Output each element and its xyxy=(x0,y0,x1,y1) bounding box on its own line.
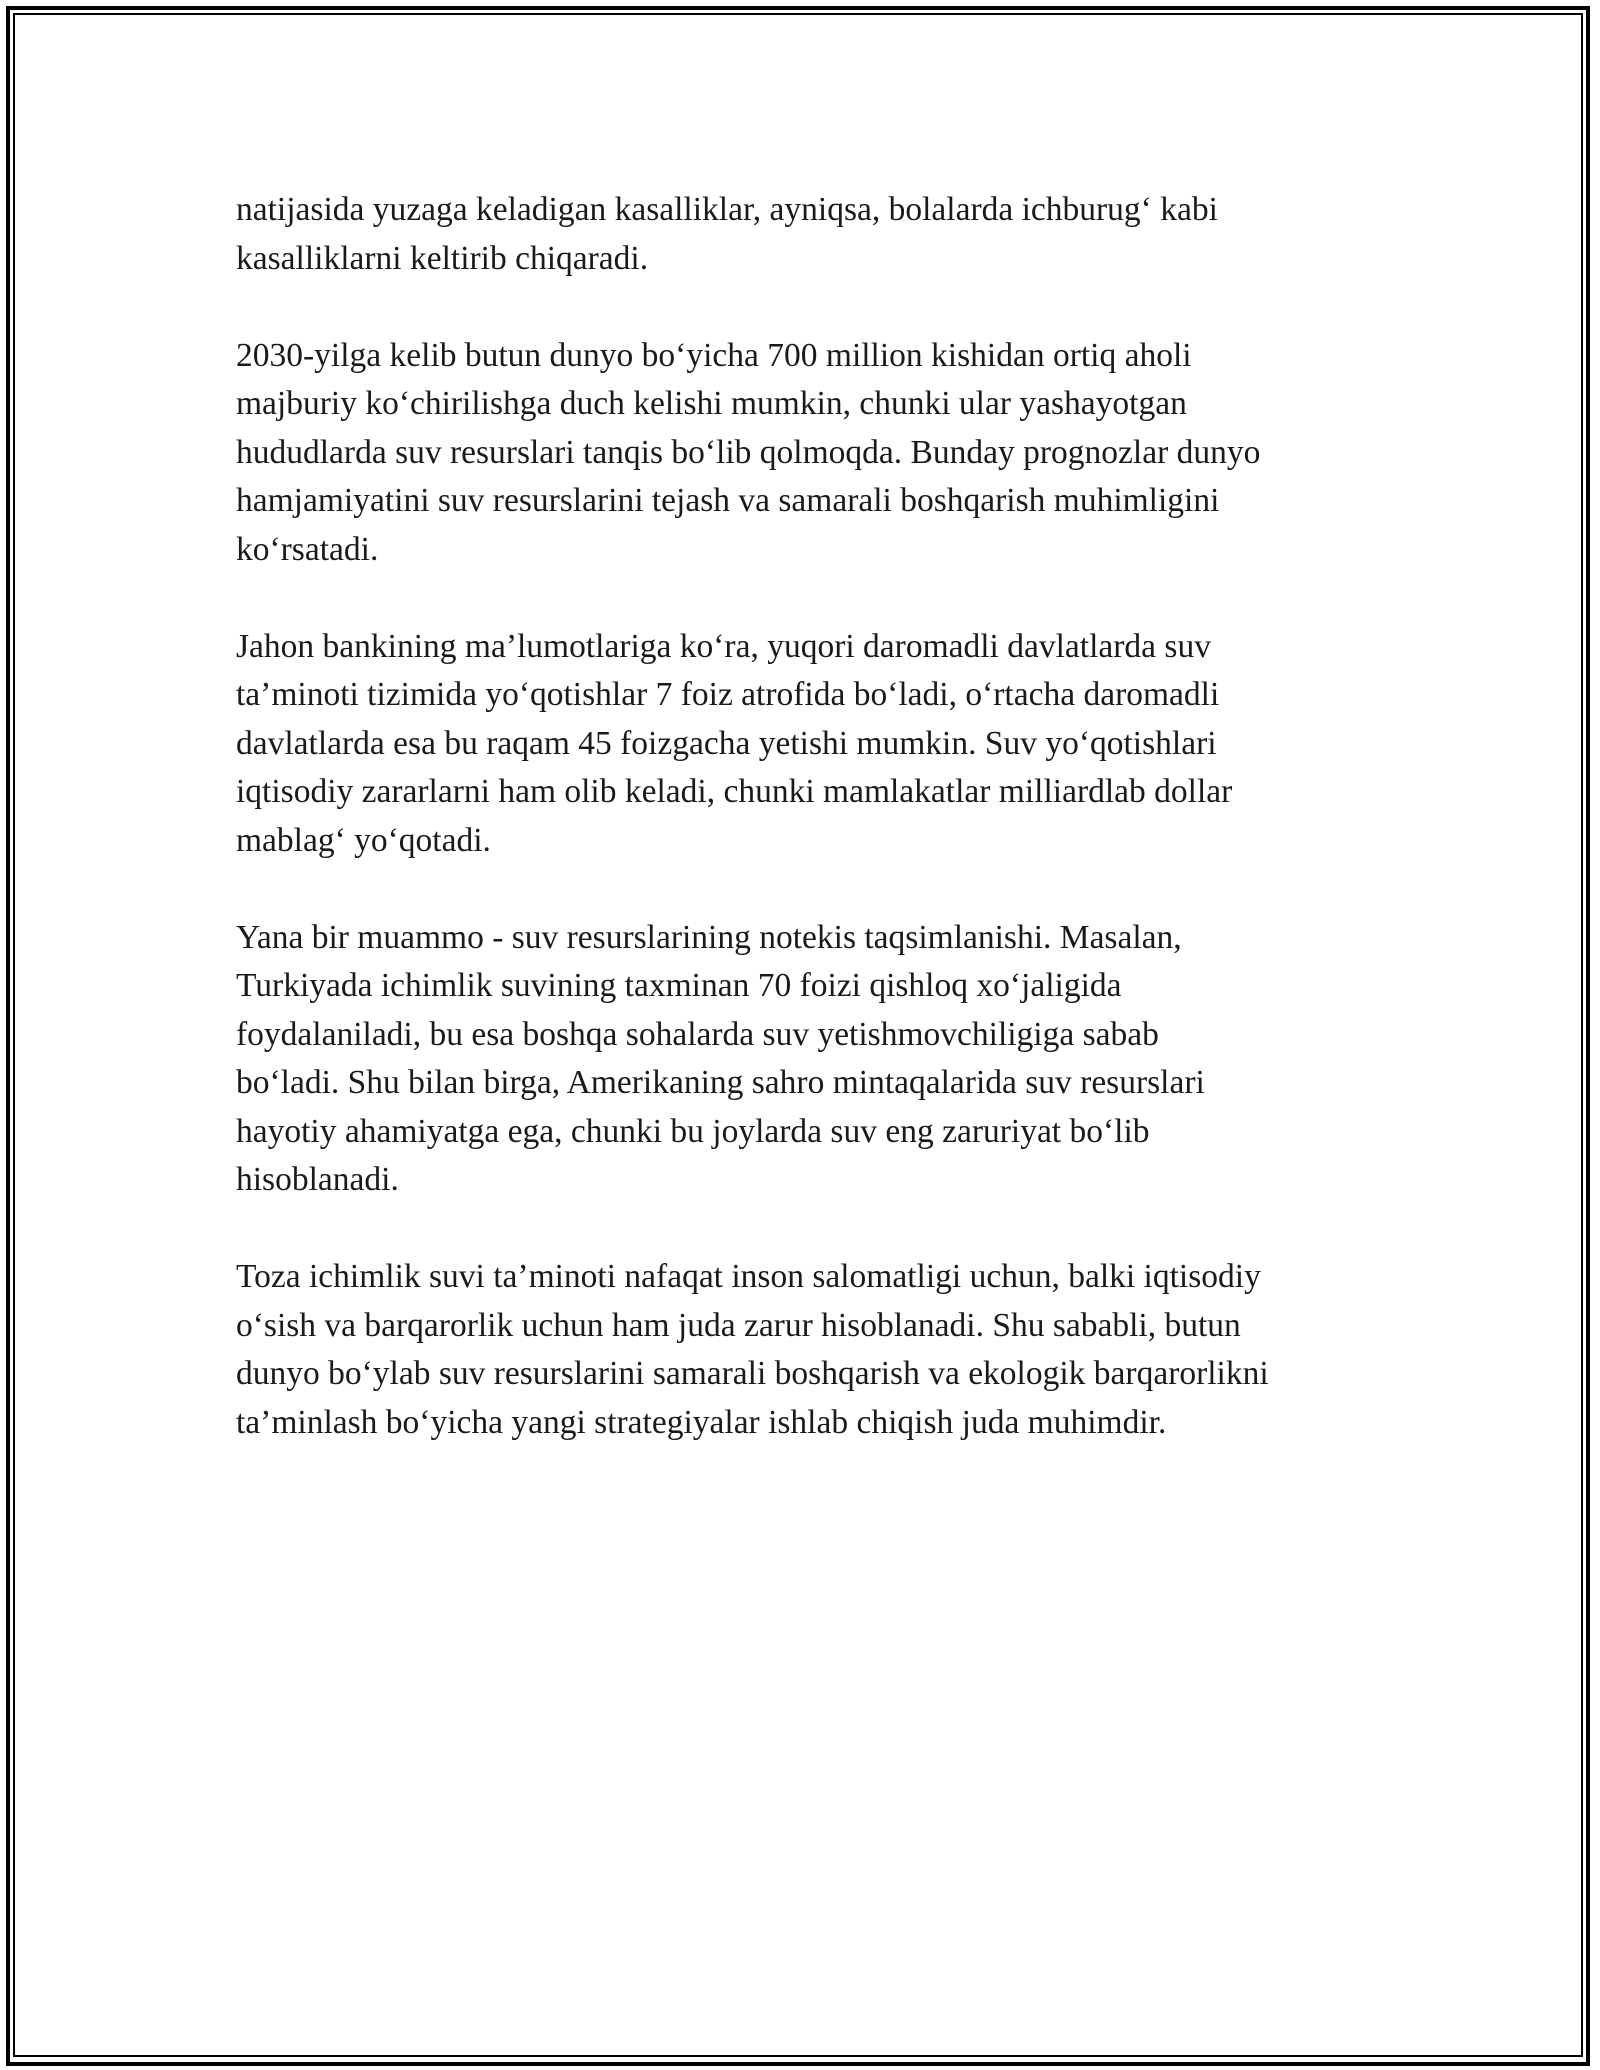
paragraph-3: Jahon bankining ma’lumotlariga ko‘ra, yuqori daromadli davlatlarda suv ta’minoti tizimida yo‘qotishlar 7 foiz atrofida bo‘ladi, o‘rtacha daromadli davlatlarda esa bu raqam 45 foizgacha yetishi mumkin. Suv yo‘qotishlari iqtisodiy zararlarni ham olib keladi, chunki mamlakatlar milliardlab dollar mablag‘ yo‘qotadi. xyxy=(236,627,1233,859)
paragraph-2: 2030-yilga kelib butun dunyo bo‘yicha 700 million kishidan ortiq aholi majburiy ko‘chirilishga duch kelishi mumkin, chunki ular yashayotgan hududlarda suv resurslari tanqis bo‘lib qolmoqda. Bunday prognozlar dunyo hamjamiyatini suv resurslarini tejash va samarali boshqarish muhimligini ko‘rsatadi. xyxy=(236,336,1261,568)
document-body xyxy=(236,186,1376,1496)
paragraph-4: Yana bir muammo - suv resurslarining notekis taqsimlanishi. Masalan, Turkiyada ichimlik suvining taxminan 70 foizi qishloq xo‘jaligida foydalaniladi, bu esa boshqa sohalarda suv yetishmovchiligiga sabab bo‘ladi. Shu bilan birga, Amerikaning sahro mintaqalarida suv resurslari hayotiy ahamiyatga ega, chunki bu joylarda suv eng zaruriyat bo‘lib hisoblanadi. xyxy=(236,918,1205,1198)
paragraph-5: Toza ichimlik suvi ta’minoti nafaqat inson salomatligi uchun, balki iqtisodiy o‘sish va barqarorlik uchun ham juda zarur hisoblanadi. Shu sababli, butun dunyo bo‘ylab suv resurslarini samarali boshqarish va ekologik barqarorlikni ta’minlash bo‘yicha yangi strategiyalar ishlab chiqish juda muhimdir. xyxy=(236,1258,1269,1441)
paragraph-1: natijasida yuzaga keladigan kasalliklar, ayniqsa, bolalarda ichburug‘ kabi kasalliklarni keltirib chiqaradi. xyxy=(236,191,1218,277)
